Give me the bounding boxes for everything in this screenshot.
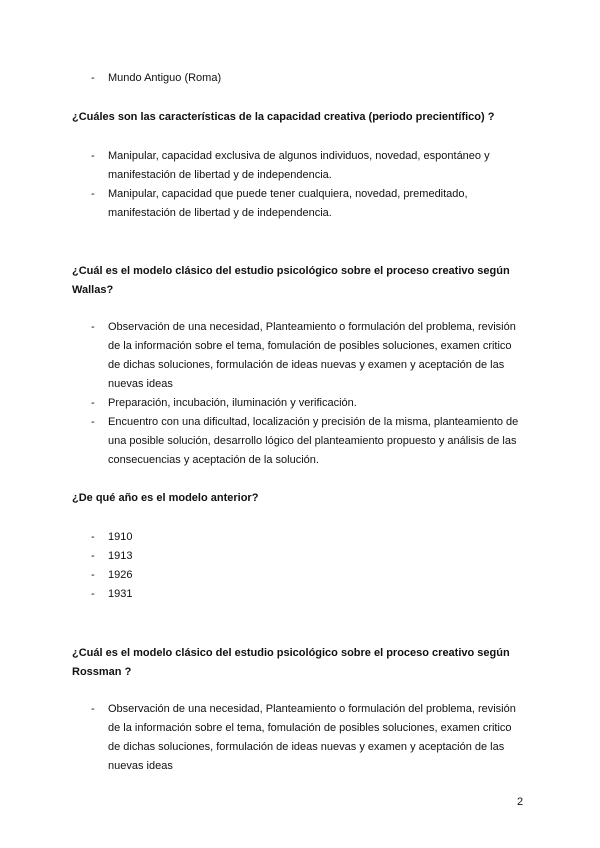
list-item: - Mundo Antiguo (Roma): [91, 72, 222, 84]
question-heading: ¿De qué año es el modelo anterior?: [72, 492, 259, 504]
question-heading: ¿Cuál es el modelo clásico del estudio psicológico sobre el proceso creativo según Rossman ?: [72, 647, 510, 678]
list-item: - Observación de una necesidad, Planteamiento o formulación del problema, revisión de la información sobre el tema, fomulación de posibles soluciones, examen critico de dichas soluciones, formulación de ideas nuevas y examen y aceptación de las nuevas ideas: [91, 703, 516, 772]
list-item: - Observación de una necesidad, Planteamiento o formulación del problema, revisión de la información sobre el tema, fomulación de posibles soluciones, examen critico de dichas soluciones, formulación de ideas nuevas y examen y aceptación de las nuevas ideas: [91, 321, 516, 390]
page-number: 2: [517, 796, 524, 808]
answer-list: [72, 528, 532, 604]
question-heading: ¿Cuál es el modelo clásico del estudio psicológico sobre el proceso creativo según Wallas?: [72, 265, 510, 296]
list-item: - Encuentro con una dificultad, localización y precisión de la misma, planteamiento de una posible solución, desarrollo lógico del planteamiento propuesto y análisis de las consecuencias y aceptación de la solución.: [91, 416, 519, 466]
answer-list: [72, 700, 532, 776]
list-item: - 1926: [91, 569, 133, 581]
list-item: - 1913: [91, 550, 133, 562]
list-item: - Manipular, capacidad exclusiva de algunos individuos, novedad, espontáneo y manifestación de libertad y de independencia.: [91, 150, 490, 181]
intro-list: [72, 69, 532, 88]
answer-list: [72, 147, 532, 223]
list-item: - 1910: [91, 531, 133, 543]
list-item: - Preparación, incubación, iluminación y verificación.: [91, 397, 357, 409]
list-item: - 1931: [91, 588, 133, 600]
list-item: - Manipular, capacidad que puede tener cualquiera, novedad, premeditado, manifestación de libertad y de independencia.: [91, 188, 468, 219]
answer-list: [72, 318, 532, 470]
question-heading: ¿Cuáles son las características de la capacidad creativa (periodo precientífico) ?: [72, 111, 495, 123]
